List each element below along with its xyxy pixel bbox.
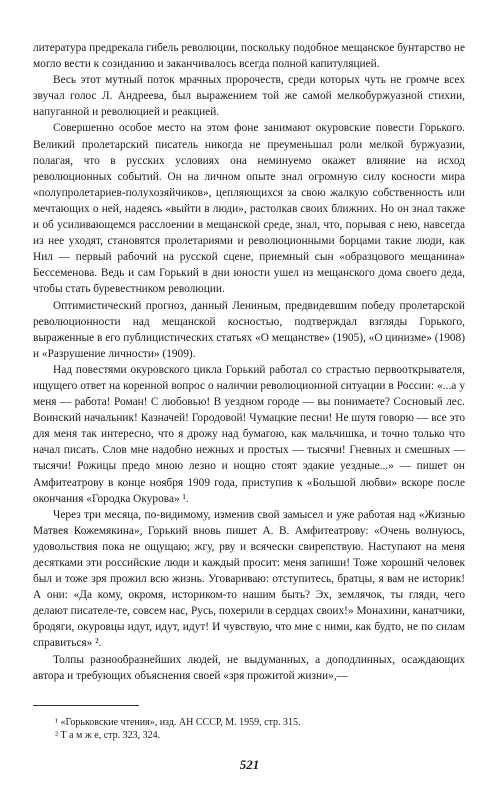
book-page [33,40,465,742]
paragraph: литература предрекала гибель революции, поскольку подобное мещанское бунтарство не могло вести к созиданию и заканчивалось всегда полной капитуляцией. [33,42,465,71]
paragraph: Совершенно особое место на этом фоне занимают окуровские повести Горького. Великий пролетарский писатель никогда не преуменьшал роли мелкой буржуазии, полагая, что в русских условиях она неминуемо окажет влияние на исход революционных событий. Он на личном опыте знал огромную силу косности мира «полупролетариев-полухозяйчиков», цепляющихся за свою жалкую собственность или мечтающих о ней, надеясь «выйти в люди», растолкав своих ближних. Но он знал также и об усиливающемся расслоении в мещанской среде, знал, что, порывая с нею, навсегда из нее уходят, становятся пролетариями и революционными борцами такие люди, как Нил — первый рабочий на русской сцене, приемный сын «образцового мещанина» Бессеменова. Ведь и сам Горький в дни юности ушел из мещанского дома своего деда, чтобы стать буревестником революции. [33,122,465,296]
footnote-divider [33,705,139,706]
page-number: 521 [239,757,260,772]
footnotes [33,716,465,742]
footnote-2: ² Т а м ж е, стр. 323, 324. [55,729,161,741]
body-text [33,40,465,684]
paragraph: Над повестями окуровского цикла Горький работал со страстью первооткрывателя, ищущего ответ на коренной вопрос о наличии революционной ситуации в России: «...а у меня — работа! Роман! С любовью! В уездном городе — вы понимаете? Сосновый лес. Воинский начальник! Казначей! Городовой! Чумацкие песни! Не шутя говорю — все это для меня так интересно, что я дрожу над бумагою, как мальчишка, и точно только что начал писать. Слов мне надобно нежных и простых — тысячи! Гневных и смешных — тысячи! Рожицы предо мною лезно и нощно стоят эдакие уездные...» — пишет он Амфитеатрову в конце ноября 1909 года, приступив к «Большой любви» вскоре после окончания «Городка Окурова» ¹. [33,363,465,505]
paragraph: Толпы разнообразнейших людей, не выдуманных, а доподлинных, осаждающих автора и требующих объяснения своей «зря прожитой жизни»,— [33,653,465,682]
footnote-1: ¹ «Горьковские чтения», изд. АН СССР, М. 1959, стр. 315. [55,716,301,728]
paragraph: Через три месяца, по-видимому, изменив свой замысел и уже работая над «Жизнью Матвея Кожемякина», Горький вновь пишет А. В. Амфитеатрову: «Очень волнуюсь, удовольствия пока не ощущаю; жгу, рву и всячески свирепствую. Наступают на меня десятками эти российские люди и каждый просит: меня запиши! Тоже хороший человек был и тоже зря прожил всю жизнь. Уговариваю: отступитесь, братцы, я вам не историк! А они: «Да кому, окромя, историком-то нашим быть? Эх, землячок, ты гляди, чего делают писателе-те, совсем нас, Русь, похерили в сердцах своих!» Монахини, канатчики, бродяги, окуровцы идут, идут, идут! И чувствую, что мне с ними, как будто, не по силам справиться» ². [33,508,465,650]
paragraph: Оптимистический прогноз, данный Лениным, предвидевшим победу пролетарской революционности над мещанской косностью, подтверждал взгляды Горького, выраженные в его публицистических статьях «О мещанстве» (1905), «О цинизме» (1908) и «Разрушение личности» (1909). [33,299,465,360]
paragraph: Весь этот мутный поток мрачных пророчеств, среди которых чуть не громче всех звучал голос Л. Андреева, был выражением той же самой мелкобуржуазной стихии, напуганной и революцией и реакцией. [33,74,465,119]
